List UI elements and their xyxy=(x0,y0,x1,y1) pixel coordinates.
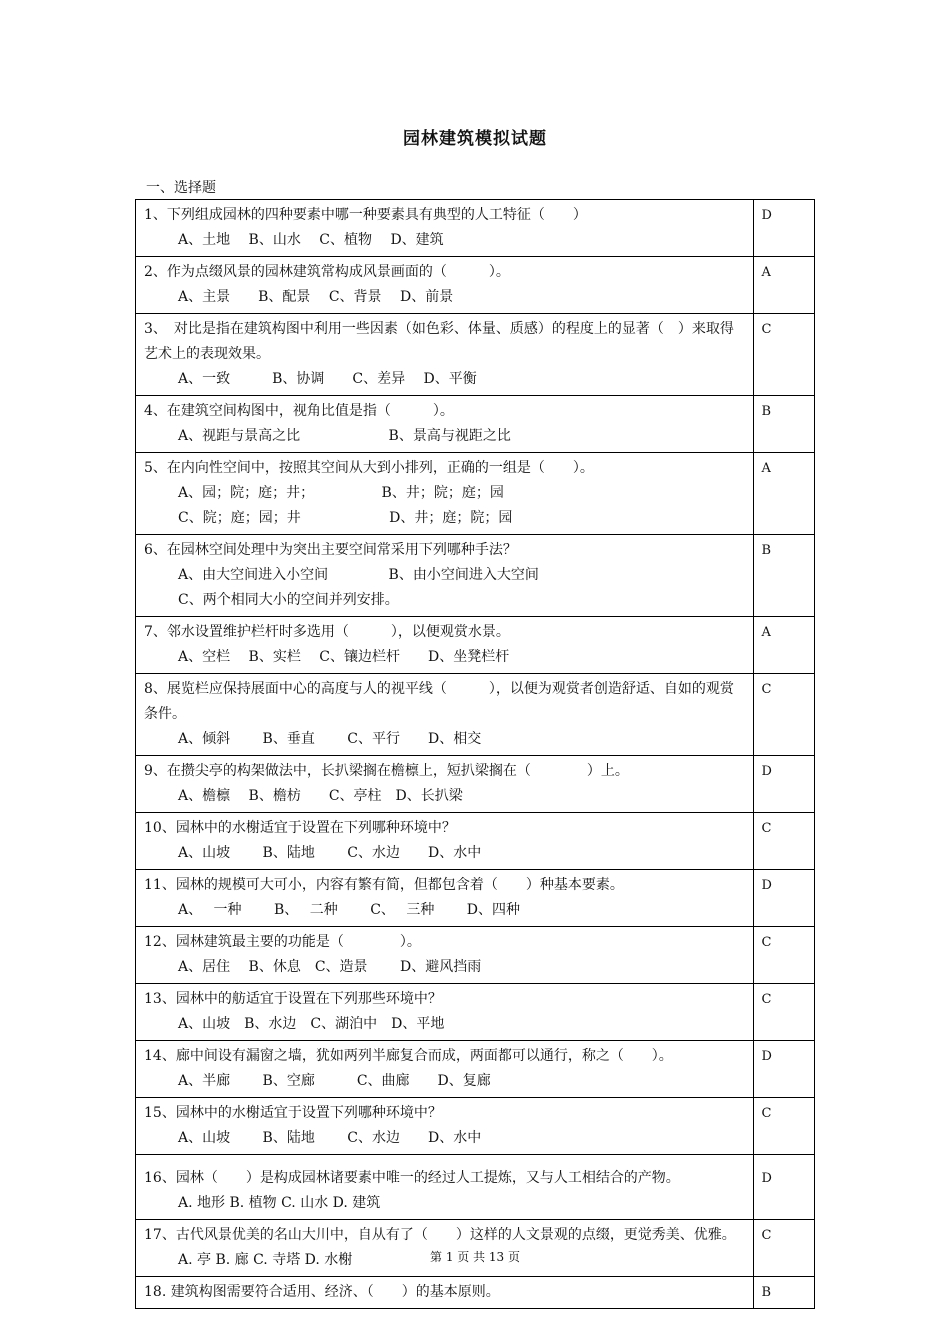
question-options: C、两个相同大小的空间并列安排。 xyxy=(178,592,399,608)
question-cell xyxy=(136,617,754,674)
question-options: A. 地形 B. 植物 C. 山水 D. 建筑 xyxy=(178,1195,381,1211)
answer-cell: C xyxy=(753,984,814,1041)
question-cell xyxy=(136,1041,754,1098)
answer-cell: C xyxy=(753,1220,814,1277)
question-cell xyxy=(136,984,754,1041)
question-cell xyxy=(136,1098,754,1155)
page-title: 园林建筑模拟试题 xyxy=(403,129,547,149)
answer-cell: B xyxy=(753,1277,814,1309)
question-options: A、园；院；庭；井； B、井；院；庭；园 xyxy=(178,485,504,501)
question-options: A、视距与景高之比 B、景高与视距之比 xyxy=(178,428,511,444)
question-row xyxy=(136,453,815,535)
question-options: A、半廊 B、空廊 C、曲廊 D、复廊 xyxy=(178,1073,491,1089)
question-stem: 3、 对比是指在建筑构图中利用一些因素（如色彩、体量、质感）的程度上的显著（ ）来取得艺术上的表现效果。 xyxy=(144,321,734,362)
answer-cell: D xyxy=(753,870,814,927)
question-row xyxy=(136,1277,815,1309)
question-row xyxy=(136,1041,815,1098)
question-options: A、由大空间进入小空间 B、由小空间进入大空间 xyxy=(178,567,539,583)
answer-cell: C xyxy=(753,314,814,396)
question-row xyxy=(136,617,815,674)
question-stem: 9、在攒尖亭的构架做法中，长扒梁搁在檐檩上，短扒梁搁在（ ）上。 xyxy=(144,763,629,779)
question-options: A、 一种 B、 二种 C、 三种 D、四种 xyxy=(178,902,521,918)
question-cell xyxy=(136,927,754,984)
question-stem: 2、作为点缀风景的园林建筑常构成风景画面的（ ）。 xyxy=(144,264,510,280)
question-row xyxy=(136,396,815,453)
question-cell xyxy=(136,396,754,453)
question-options: A. 亭 B. 廊 C. 寺塔 D. 水榭 xyxy=(178,1252,353,1268)
question-row xyxy=(136,756,815,813)
answer-cell: C xyxy=(753,674,814,756)
question-cell xyxy=(136,1277,754,1309)
page-footer: 第 1 页 共 13 页 xyxy=(430,1250,520,1264)
question-stem: 7、邻水设置维护栏杆时多选用（ ），以便观赏水景。 xyxy=(144,624,510,640)
question-stem: 15、园林中的水榭适宜于设置下列哪种环境中？ xyxy=(144,1105,442,1121)
question-options: A、土地 B、山水 C、植物 D、建筑 xyxy=(178,232,444,248)
question-table xyxy=(135,199,815,1309)
answer-cell: A xyxy=(753,257,814,314)
question-cell xyxy=(136,314,754,396)
question-options: A、主景 B、配景 C、背景 D、前景 xyxy=(178,289,454,305)
question-row xyxy=(136,674,815,756)
question-cell xyxy=(136,200,754,257)
question-options: C、院；庭；园；井 D、井；庭；院；园 xyxy=(178,510,513,526)
question-cell xyxy=(136,674,754,756)
question-row xyxy=(136,314,815,396)
question-stem: 18. 建筑构图需要符合适用、经济、（ ）的基本原则。 xyxy=(144,1284,500,1300)
answer-cell: D xyxy=(753,200,814,257)
question-row xyxy=(136,1155,815,1220)
answer-cell: A xyxy=(753,453,814,535)
question-stem: 16、园林（ ）是构成园林诸要素中唯一的经过人工提炼，又与人工相结合的产物。 xyxy=(144,1170,680,1186)
answer-cell: C xyxy=(753,1098,814,1155)
question-options: A、檐檩 B、檐枋 C、亭柱 D、长扒梁 xyxy=(178,788,463,804)
question-row xyxy=(136,535,815,617)
question-cell xyxy=(136,813,754,870)
question-row xyxy=(136,870,815,927)
question-stem: 8、展览栏应保持展面中心的高度与人的视平线（ ），以便为观赏者创造舒适、自如的观赏条件。 xyxy=(144,681,734,722)
question-options: A、山坡 B、陆地 C、水边 D、水中 xyxy=(178,845,482,861)
answer-cell: B xyxy=(753,396,814,453)
question-cell xyxy=(136,1155,754,1220)
question-options: A、倾斜 B、垂直 C、平行 D、相交 xyxy=(178,731,482,747)
question-options: A、山坡 B、水边 C、湖泊中 D、平地 xyxy=(178,1016,445,1032)
answer-cell: A xyxy=(753,617,814,674)
answer-cell: D xyxy=(753,1041,814,1098)
question-stem: 10、园林中的水榭适宜于设置在下列哪种环境中？ xyxy=(144,820,456,836)
question-row xyxy=(136,1098,815,1155)
answer-cell: C xyxy=(753,813,814,870)
question-cell xyxy=(136,453,754,535)
answer-cell: C xyxy=(753,927,814,984)
question-options: A、居住 B、休息 C、造景 D、避风挡雨 xyxy=(178,959,482,975)
question-options: A、山坡 B、陆地 C、水边 D、水中 xyxy=(178,1130,482,1146)
question-stem: 6、在园林空间处理中为突出主要空间常采用下列哪种手法？ xyxy=(144,542,517,558)
question-stem: 4、在建筑空间构图中，视角比值是指（ ）。 xyxy=(144,403,454,419)
question-options: A、一致 B、协调 C、差异 D、平衡 xyxy=(178,371,477,387)
section-heading: 一、选择题 xyxy=(146,180,216,196)
question-stem: 1、下列组成园林的四种要素中哪一种要素具有典型的人工特征（ ） xyxy=(144,207,587,223)
question-cell xyxy=(136,870,754,927)
question-stem: 13、园林中的舫适宜于设置在下列那些环境中？ xyxy=(144,991,442,1007)
question-stem: 14、廊中间设有漏窗之墙，犹如两列半廊复合而成，两面都可以通行，称之（ ）。 xyxy=(144,1048,673,1064)
question-stem: 11、园林的规模可大可小，内容有繁有简，但都包含着（ ）种基本要素。 xyxy=(144,877,624,893)
question-cell xyxy=(136,756,754,813)
question-cell xyxy=(136,257,754,314)
question-row xyxy=(136,984,815,1041)
question-stem: 5、在内向性空间中，按照其空间从大到小排列，正确的一组是（ ）。 xyxy=(144,460,594,476)
question-row xyxy=(136,257,815,314)
question-row xyxy=(136,927,815,984)
answer-cell: D xyxy=(753,756,814,813)
question-stem: 17、古代风景优美的名山大川中，自从有了（ ）这样的人文景观的点缀，更觉秀美、优雅。 xyxy=(144,1227,736,1243)
question-cell xyxy=(136,535,754,617)
question-row xyxy=(136,200,815,257)
question-row xyxy=(136,813,815,870)
answer-cell: D xyxy=(753,1155,814,1220)
question-options: A、空栏 B、实栏 C、镶边栏杆 D、坐凳栏杆 xyxy=(178,649,510,665)
answer-cell: B xyxy=(753,535,814,617)
question-stem: 12、园林建筑最主要的功能是（ ）。 xyxy=(144,934,421,950)
